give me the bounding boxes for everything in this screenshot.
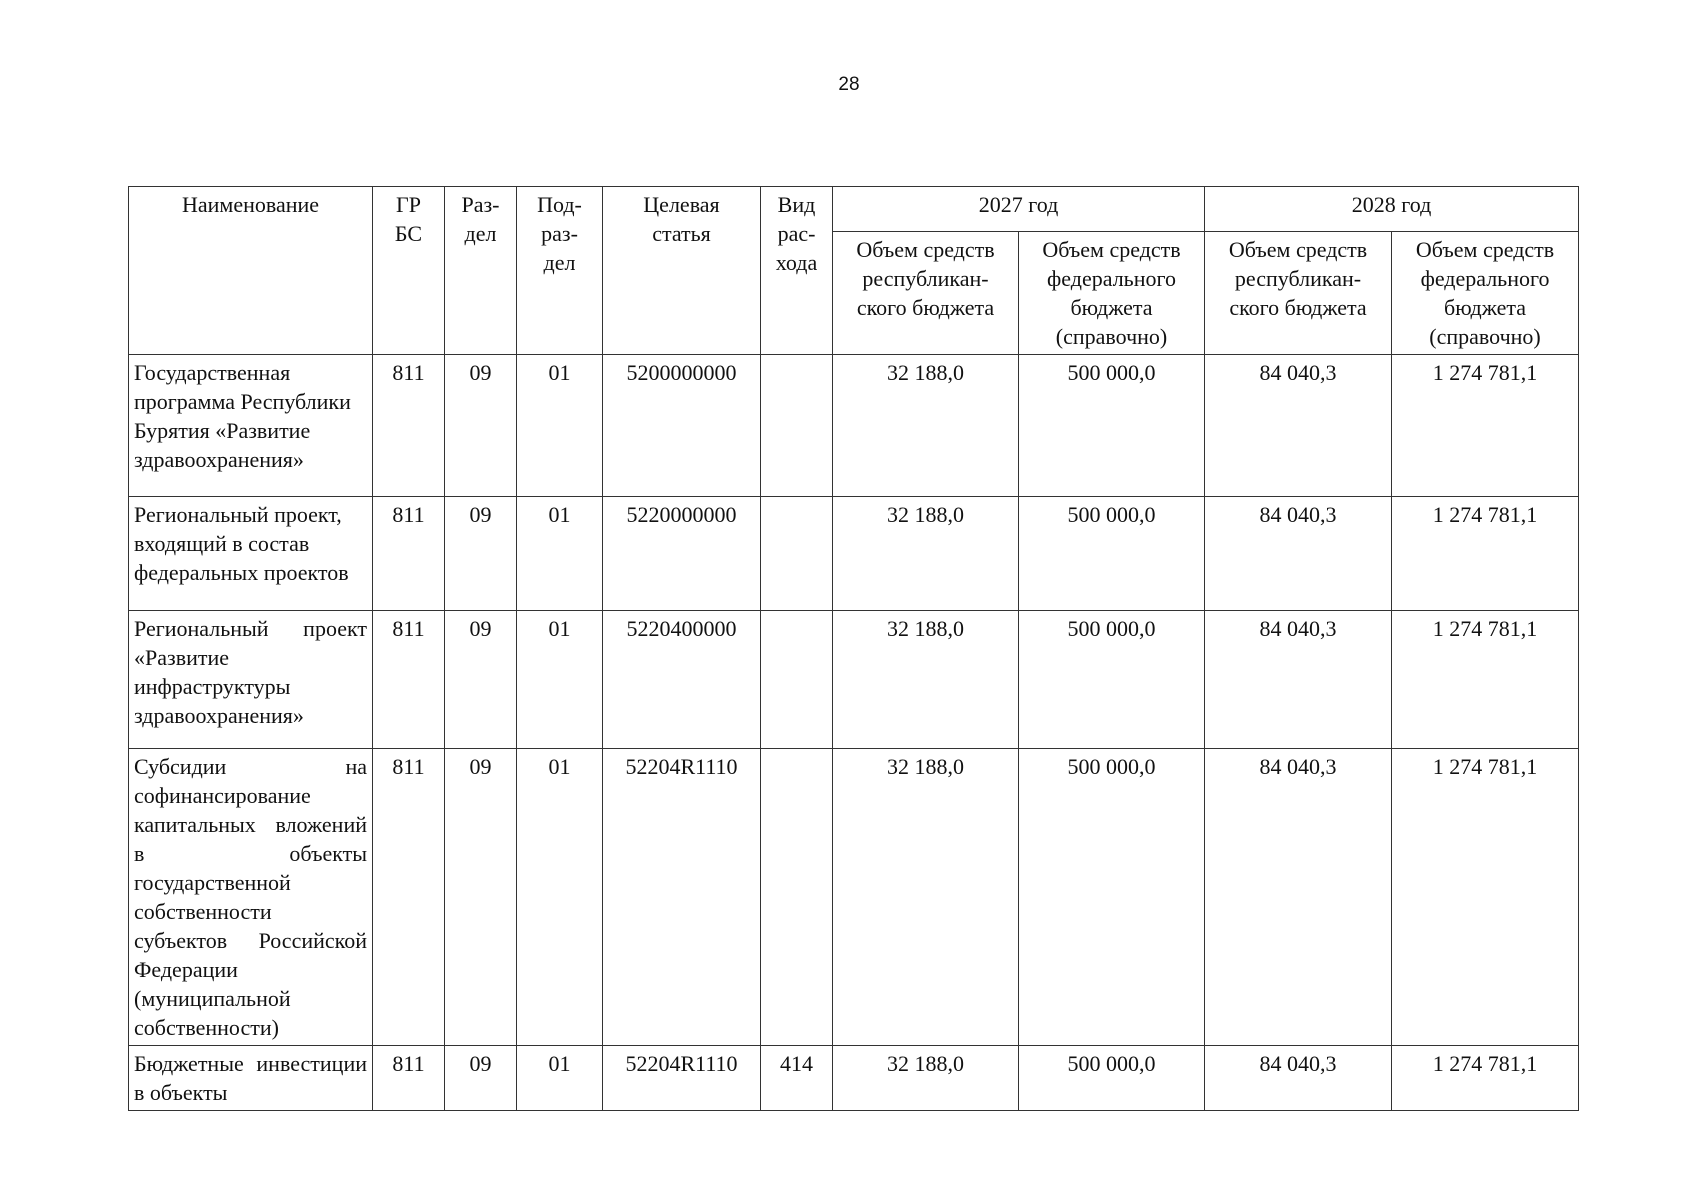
- row-fed-2027: 500 000,0: [1019, 1046, 1205, 1111]
- header-grbs: ГР БС: [373, 187, 445, 355]
- row-fed-2028: 1 274 781,1: [1392, 497, 1579, 611]
- row-razdel: 09: [445, 749, 517, 1046]
- row-rep-2028: 84 040,3: [1205, 611, 1392, 749]
- header-celevaya: Целевая статья: [603, 187, 761, 355]
- row-grbs: 811: [373, 749, 445, 1046]
- row-razdel: 09: [445, 1046, 517, 1111]
- table-row: [129, 355, 1579, 497]
- row-podrazdel: 01: [517, 749, 603, 1046]
- row-grbs: 811: [373, 355, 445, 497]
- row-celevaya: 5220000000: [603, 497, 761, 611]
- row-celevaya: 52204R1110: [603, 749, 761, 1046]
- row-razdel: 09: [445, 497, 517, 611]
- header-razdel: Раз- дел: [445, 187, 517, 355]
- row-razdel: 09: [445, 611, 517, 749]
- row-celevaya: 5200000000: [603, 355, 761, 497]
- table-row: [129, 497, 1579, 611]
- row-vid: [761, 355, 833, 497]
- row-name: Региональный проект «Развитие инфраструктуры здравоохранения»: [129, 611, 373, 749]
- header-rep-2028: Объем средств республикан- ского бюджета: [1205, 232, 1392, 355]
- header-year-2028: 2028 год: [1205, 187, 1579, 232]
- table-row: [129, 749, 1579, 1046]
- row-podrazdel: 01: [517, 497, 603, 611]
- row-vid: [761, 749, 833, 1046]
- header-rep-2027: Объем средств республикан- ского бюджета: [833, 232, 1019, 355]
- header-fed-2027: Объем средств федерального бюджета (справочно): [1019, 232, 1205, 355]
- row-vid: [761, 611, 833, 749]
- row-name: Бюджетные инвестиции в объекты: [129, 1046, 373, 1111]
- row-fed-2027: 500 000,0: [1019, 497, 1205, 611]
- row-rep-2028: 84 040,3: [1205, 497, 1392, 611]
- row-vid: 414: [761, 1046, 833, 1111]
- table-row: [129, 1046, 1579, 1111]
- row-celevaya: 52204R1110: [603, 1046, 761, 1111]
- row-podrazdel: 01: [517, 611, 603, 749]
- row-rep-2028: 84 040,3: [1205, 749, 1392, 1046]
- row-name: Региональный проект, входящий в состав федеральных проектов: [129, 497, 373, 611]
- row-rep-2027: 32 188,0: [833, 355, 1019, 497]
- row-name: Субсидии на софинансирование капитальных вложений в объекты государственной собственности субъектов Российской Федерации (муниципальной собственности): [129, 749, 373, 1046]
- row-name: Государственная программа Республики Бурятия «Развитие здравоохранения»: [129, 355, 373, 497]
- row-rep-2027: 32 188,0: [833, 749, 1019, 1046]
- row-fed-2028: 1 274 781,1: [1392, 749, 1579, 1046]
- row-grbs: 811: [373, 497, 445, 611]
- page-number: 28: [838, 74, 860, 95]
- row-grbs: 811: [373, 1046, 445, 1111]
- row-fed-2028: 1 274 781,1: [1392, 611, 1579, 749]
- row-fed-2028: 1 274 781,1: [1392, 1046, 1579, 1111]
- row-fed-2027: 500 000,0: [1019, 355, 1205, 497]
- row-podrazdel: 01: [517, 355, 603, 497]
- row-razdel: 09: [445, 355, 517, 497]
- row-vid: [761, 497, 833, 611]
- header-row-1: [129, 187, 1579, 232]
- row-rep-2027: 32 188,0: [833, 611, 1019, 749]
- header-vid: Вид рас- хода: [761, 187, 833, 355]
- table-row: [129, 611, 1579, 749]
- row-fed-2027: 500 000,0: [1019, 611, 1205, 749]
- row-rep-2028: 84 040,3: [1205, 355, 1392, 497]
- row-rep-2027: 32 188,0: [833, 497, 1019, 611]
- header-fed-2028: Объем средств федерального бюджета (справочно): [1392, 232, 1579, 355]
- header-podrazdel: Под- раз- дел: [517, 187, 603, 355]
- row-celevaya: 5220400000: [603, 611, 761, 749]
- budget-table: [128, 186, 1579, 1111]
- row-rep-2028: 84 040,3: [1205, 1046, 1392, 1111]
- header-year-2027: 2027 год: [833, 187, 1205, 232]
- row-grbs: 811: [373, 611, 445, 749]
- row-fed-2027: 500 000,0: [1019, 749, 1205, 1046]
- row-rep-2027: 32 188,0: [833, 1046, 1019, 1111]
- row-podrazdel: 01: [517, 1046, 603, 1111]
- row-fed-2028: 1 274 781,1: [1392, 355, 1579, 497]
- header-name: Наименование: [129, 187, 373, 355]
